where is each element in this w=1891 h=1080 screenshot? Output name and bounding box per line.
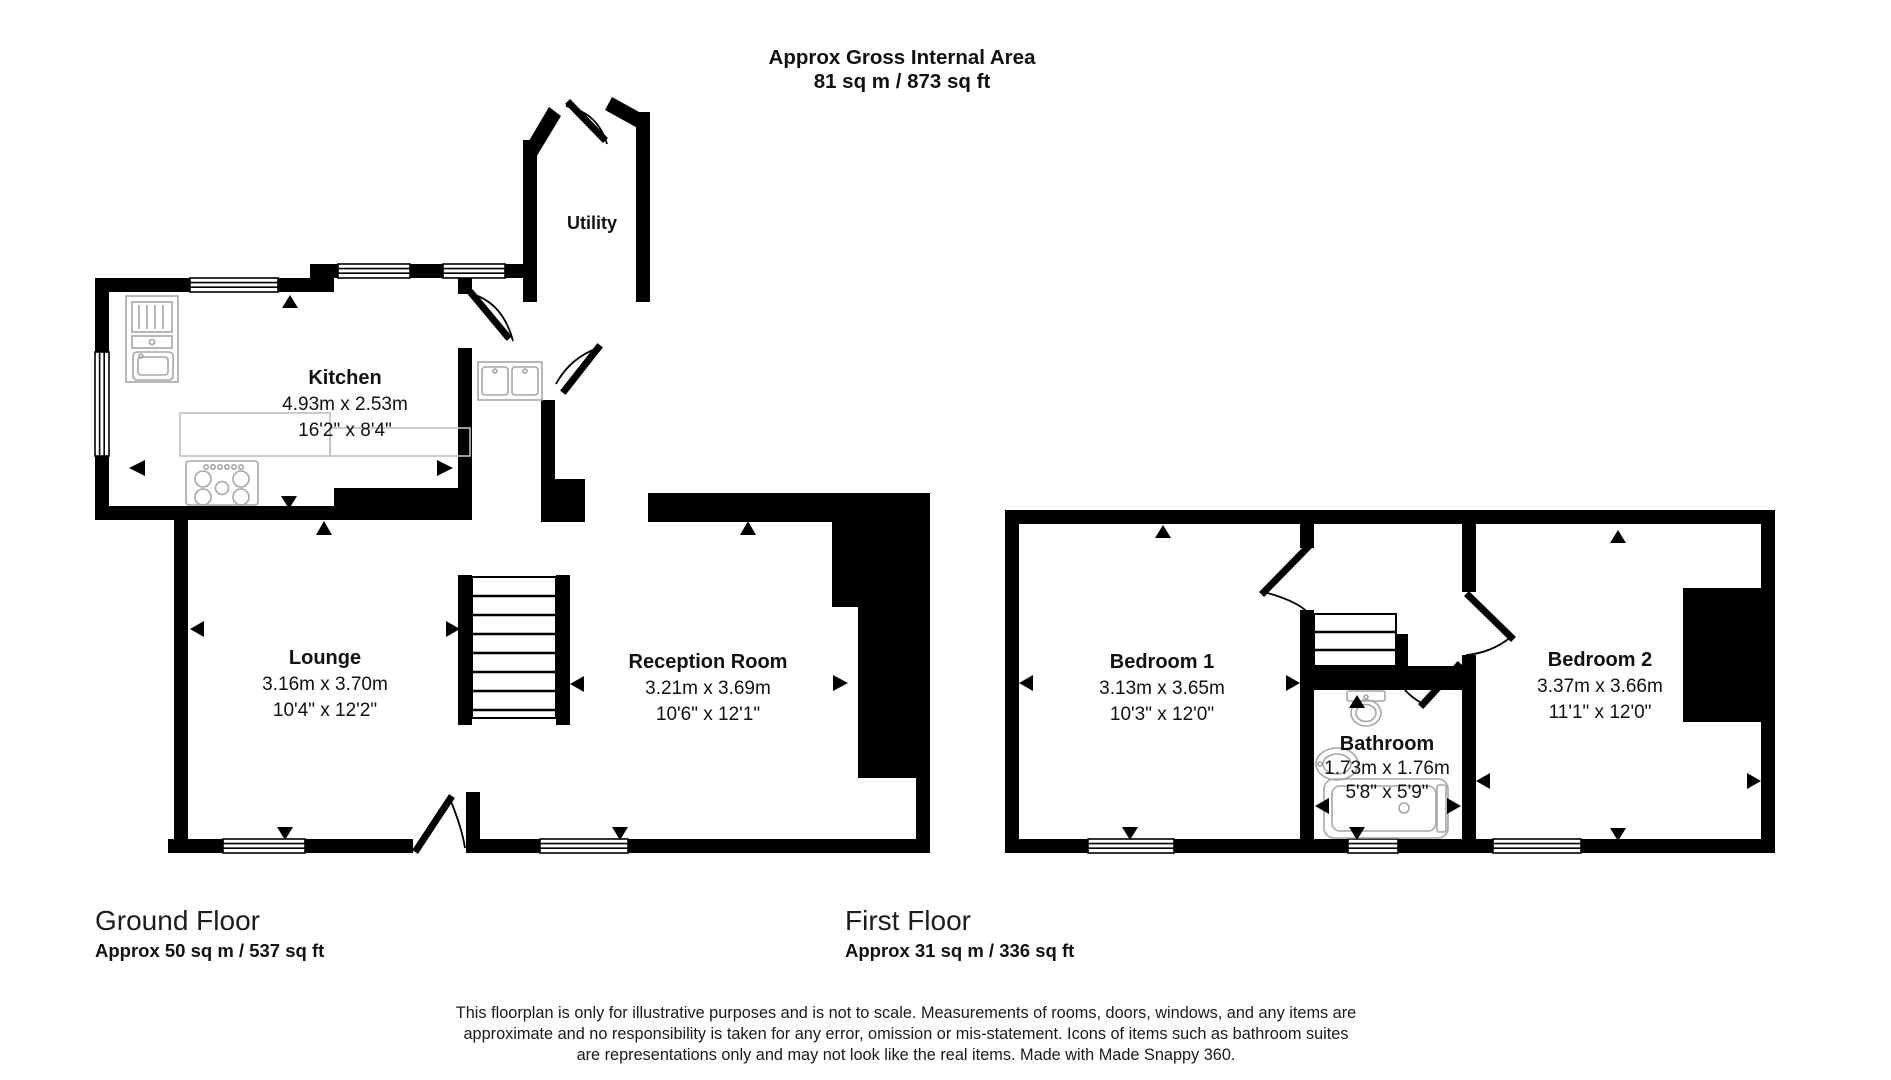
room-label: Bedroom 2 (1547, 649, 1653, 671)
chimney-breast (1683, 588, 1761, 722)
floor-area: Approx 50 sq m / 537 sq ft (95, 940, 325, 961)
room-bedroom1 (1099, 651, 1225, 725)
floor-name: First Floor (845, 905, 971, 936)
room-label: Kitchen (308, 367, 382, 389)
window (1088, 839, 1174, 853)
arrow-right-icon (446, 621, 460, 637)
arrow-down-icon (612, 827, 628, 840)
room-dim-metric: 4.93m x 2.53m (282, 394, 408, 415)
arrow-right-icon (1286, 675, 1300, 691)
room-dim-metric: 3.21m x 3.69m (645, 678, 771, 699)
room-dim-imperial: 5'8" x 5'9" (1345, 782, 1429, 803)
arrow-left-icon (129, 460, 145, 476)
room-dim-imperial: 10'4" x 12'2" (272, 700, 378, 721)
window (223, 839, 305, 853)
arrow-up-icon (316, 521, 332, 535)
ground-floor-measure-markers (129, 295, 848, 840)
disclaimer (456, 1004, 1356, 1064)
window (190, 278, 278, 292)
room-bathroom (1324, 733, 1450, 803)
room-lounge (262, 647, 388, 721)
room-label: Utility (566, 213, 618, 233)
room-label: Bedroom 1 (1109, 651, 1215, 673)
first-floor-caption (845, 905, 1074, 961)
window (1348, 839, 1398, 853)
arrow-right-icon (833, 675, 848, 691)
floor-name: Ground Floor (95, 905, 260, 936)
room-dim-imperial: 10'3" x 12'0" (1109, 704, 1215, 725)
disclaimer-line2: approximate and no responsibility is taken for any error, omission or mis-statement. Icons of items such as bathroom suites (463, 1025, 1349, 1043)
floor-area: Approx 31 sq m / 336 sq ft (845, 940, 1075, 961)
second-sink-icon (478, 362, 542, 400)
kitchen-sink-icon (126, 296, 178, 382)
first-floor-stairs (1314, 614, 1396, 666)
room-label: Lounge (288, 647, 362, 669)
arrow-left-icon (1315, 798, 1329, 814)
toilet-icon (1347, 691, 1385, 726)
room-dim-metric: 1.73m x 1.76m (1324, 758, 1450, 779)
corridor-door (556, 348, 598, 390)
arrow-down-icon (277, 827, 293, 840)
arrow-up-icon (740, 521, 756, 535)
arrow-up-icon (282, 295, 298, 308)
kitchen-utility-door (472, 294, 513, 341)
arrow-right-icon (437, 460, 453, 476)
room-label: Bathroom (1339, 733, 1435, 755)
title-line1: Approx Gross Internal Area (768, 46, 1036, 69)
room-reception (629, 651, 788, 725)
lounge-entrance-door (417, 799, 465, 849)
arrow-up-icon (1155, 525, 1171, 538)
hob-icon (186, 461, 258, 505)
room-label: Reception Room (628, 651, 788, 673)
disclaimer-line3: are representations only and may not look like the real items. Made with Made Snappy 360. (576, 1046, 1236, 1064)
arrow-right-icon (1747, 773, 1761, 789)
ground-floor-caption (95, 905, 324, 961)
disclaimer-line1: This floorplan is only for illustrative purposes and is not to scale. Measurements of rooms, doors, windows, and any items are (455, 1004, 1357, 1022)
room-utility (567, 213, 617, 233)
window (95, 352, 109, 456)
arrow-left-icon (190, 621, 204, 637)
arrow-right-icon (1447, 798, 1461, 814)
window (1493, 839, 1581, 853)
room-dim-metric: 3.37m x 3.66m (1537, 676, 1663, 697)
room-dim-metric: 3.13m x 3.65m (1099, 678, 1225, 699)
room-dim-imperial: 10'6" x 12'1" (655, 704, 761, 725)
first-floor-plan (845, 510, 1775, 961)
room-kitchen (282, 367, 408, 441)
room-dim-metric: 3.16m x 3.70m (262, 674, 388, 695)
arrow-down-icon (1122, 827, 1138, 840)
title-line2: 81 sq m / 873 sq ft (813, 70, 991, 93)
arrow-left-icon (1476, 773, 1490, 789)
gross-internal-area-title (769, 46, 1037, 93)
arrow-up-icon (1610, 530, 1626, 543)
window (443, 264, 505, 278)
arrow-left-icon (1019, 675, 1033, 691)
window (338, 264, 410, 278)
bedroom1-door (1264, 548, 1307, 612)
arrow-left-icon (570, 676, 584, 692)
ground-floor-stairs (472, 577, 556, 718)
room-dim-imperial: 11'1" x 12'0" (1548, 702, 1652, 723)
room-dim-imperial: 16'2" x 8'4" (298, 420, 392, 441)
ground-floor-walls (95, 97, 930, 853)
bedroom2-door (1466, 596, 1511, 655)
window (540, 839, 628, 853)
ground-floor-plan (95, 97, 930, 961)
utility-entrance-door (566, 104, 607, 144)
room-bedroom2 (1537, 649, 1663, 723)
